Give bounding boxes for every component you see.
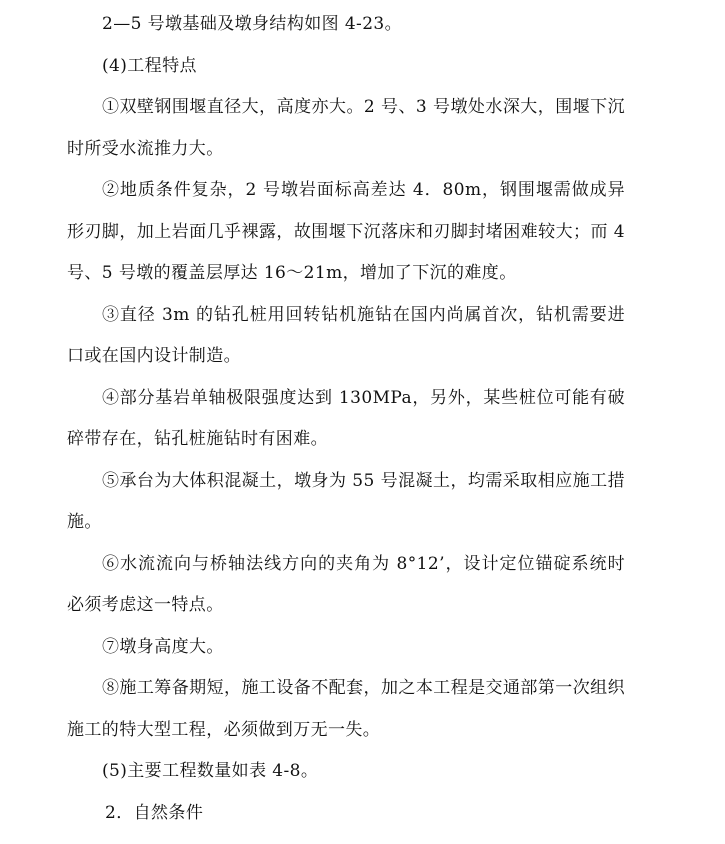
feature-item-2: ②地质条件复杂，2 号墩岩面标高差达 4．80m，钢围堰需做成异形刃脚，加上岩面几乎裸露，故围堰下沉落床和刃脚封堵困难较大；而 4 号、5 号墩的覆盖层厚达 16～21m，增加了下沉的难度。 — [67, 180, 625, 283]
feature-item-5: ⑤承台为大体积混凝土，墩身为 55 号混凝土，均需采取相应施工措施。 — [67, 470, 625, 532]
feature-item-1: ①双壁钢围堰直径大，高度亦大。2 号、3 号墩处水深大，围堰下沉时所受水流推力大。 — [67, 97, 625, 159]
feature-item-4: ④部分基岩单轴极限强度达到 130MPa，另外，某些桩位可能有破碎带存在，钻孔桩施钻时有困难。 — [67, 387, 625, 449]
feature-item-6: ⑥水流流向与桥轴法线方向的夹角为 8°12’，设计定位锚碇系统时必须考虑这一特点。 — [67, 553, 625, 615]
section-heading-features: (4)工程特点 — [102, 55, 197, 76]
section-heading-natural-conditions: 2．自然条件 — [105, 802, 204, 823]
section-heading-quantities: (5)主要工程数量如表 4-8。 — [102, 761, 319, 781]
feature-item-3: ③直径 3m 的钻孔桩用回转钻机施钻在国内尚属首次，钻机需要进口或在国内设计制造。 — [67, 304, 625, 366]
paragraph-pier-structure: 2—5 号墩基础及墩身结构如图 4-23。 — [102, 14, 403, 34]
feature-item-8: ⑧施工筹备期短，施工设备不配套，加之本工程是交通部第一次组织施工的特大型工程，必须做到万无一失。 — [67, 678, 625, 740]
feature-item-7: ⑦墩身高度大。 — [102, 636, 224, 657]
